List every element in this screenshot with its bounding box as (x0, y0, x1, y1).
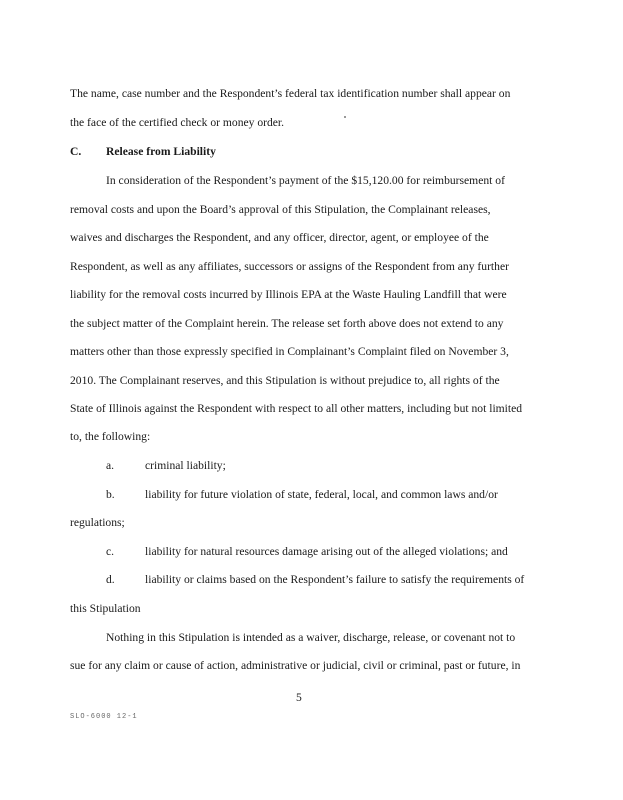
text-line: matters other than those expressly specified in Complainant’s Complaint filed on November 3, (70, 345, 509, 358)
section-title: Release from Liability (106, 145, 216, 158)
text-line: waives and discharges the Respondent, and any officer, director, agent, or employee of the (70, 231, 489, 244)
text-line: to, the following: (70, 430, 151, 443)
scan-speck (344, 116, 346, 118)
text-line: Respondent, as well as any affiliates, successors or assigns of the Respondent from any further (70, 260, 509, 273)
page-number: 5 (296, 691, 302, 704)
list-item-label: c. (106, 545, 115, 558)
list-item-text: liability for natural resources damage arising out of the alleged violations; and (145, 545, 508, 558)
footer-code: SLO-6000 12-1 (70, 713, 138, 721)
text-line: State of Illinois against the Respondent with respect to all other matters, including but not limited (70, 402, 523, 415)
list-item-text: liability for future violation of state, federal, local, and common laws and/or (145, 488, 498, 501)
text-line: In consideration of the Respondent’s payment of the $15,120.00 for reimbursement of (106, 174, 505, 187)
text-line: the face of the certified check or money order. (70, 116, 285, 129)
text-line: removal costs and upon the Board’s approval of this Stipulation, the Complainant releases, (70, 203, 491, 216)
text-line: sue for any claim or cause of action, administrative or judicial, civil or criminal, past or future, in (70, 659, 521, 672)
text-line: Nothing in this Stipulation is intended as a waiver, discharge, release, or covenant not to (106, 631, 516, 644)
text-line: liability for the removal costs incurred by Illinois EPA at the Waste Hauling Landfill that were (70, 288, 507, 301)
list-item-text: criminal liability; (145, 459, 226, 472)
text-line: The name, case number and the Respondent’s federal tax identification number shall appear on (70, 87, 511, 100)
text-line: the subject matter of the Complaint herein. The release set forth above does not extend to any (70, 317, 504, 330)
list-item-text: liability or claims based on the Respondent’s failure to satisfy the requirements of (145, 573, 525, 586)
section-label: C. (70, 145, 82, 158)
list-item-label: a. (106, 459, 115, 472)
list-item-label: d. (106, 573, 115, 586)
list-item-text: regulations; (70, 516, 125, 529)
text-line: 2010. The Complainant reserves, and this Stipulation is without prejudice to, all rights of the (70, 374, 500, 387)
list-item-label: b. (106, 488, 115, 501)
list-item-text: this Stipulation (70, 602, 141, 615)
